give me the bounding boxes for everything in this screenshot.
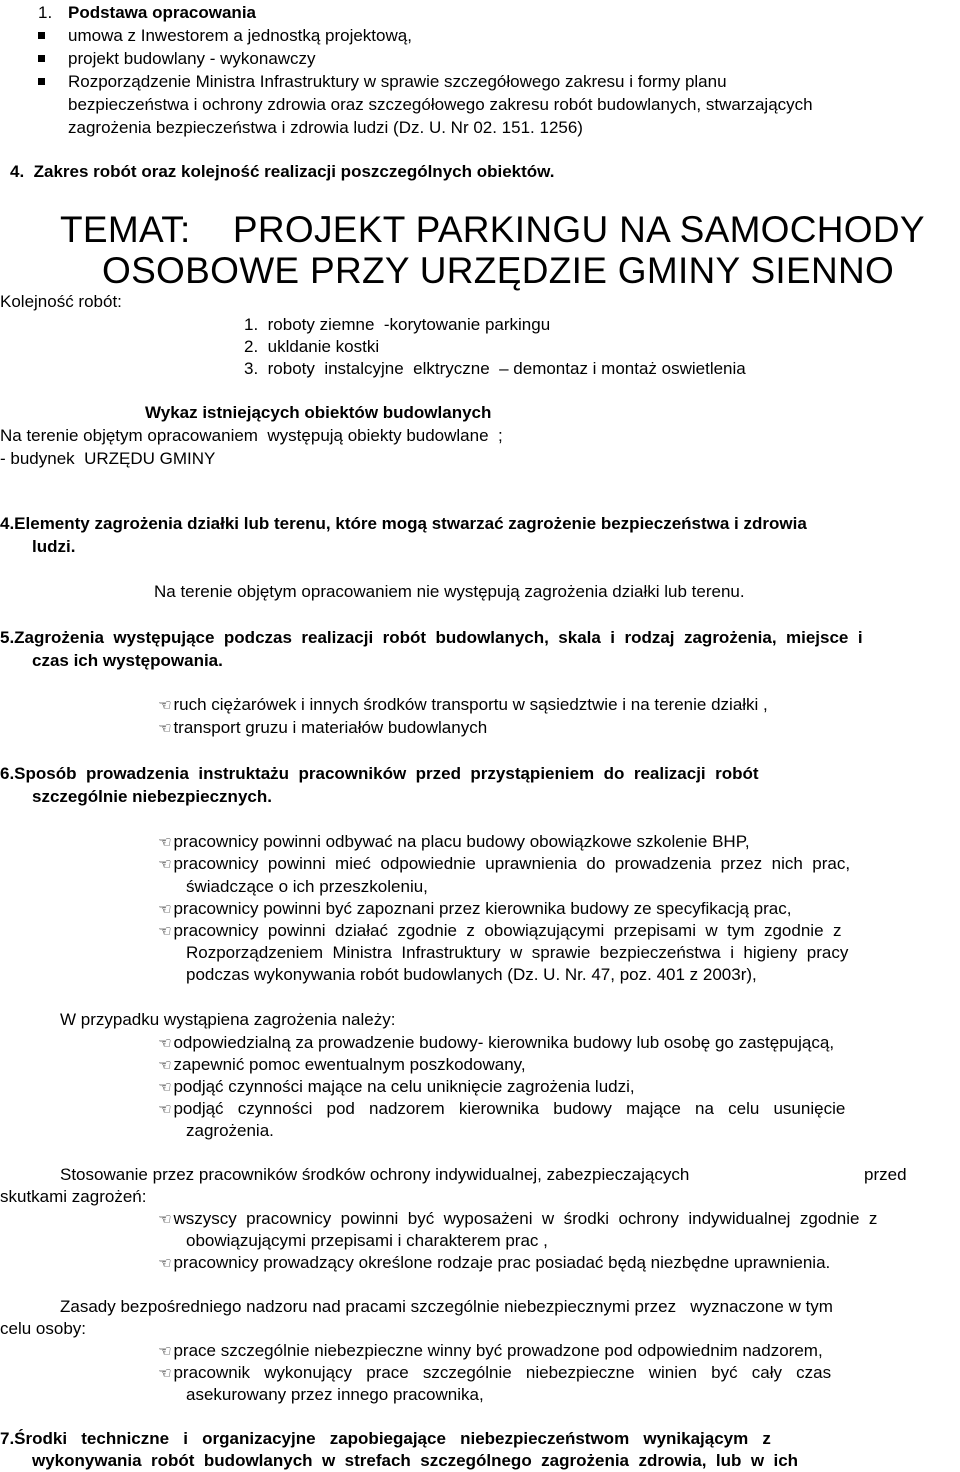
section-4-heading: 4.Elementy zagrożenia działki lub terenu, które mogą stwarzać zagrożenie bezpieczeństwa i zdrowia [0,514,807,533]
list-item-cont: obowiązującymi przepisami i charakterem prac , [186,1231,548,1250]
list-item-cont: Rozporządzeniem Ministra Infrastruktury w sprawie bezpieczeństwa i higieny pracy [186,943,849,962]
pointing-hand-icon: ☞ [158,697,172,714]
pointing-hand-icon: ☞ [158,923,172,940]
list-item: ☞ pracownicy prowadzący określone rodzaje prac posiadać będą niezbędne uprawnienia. [158,1251,830,1275]
list-item: ☞ pracownicy powinni być zapoznani przez kierownika budowy ze specyfikacją prac, [158,897,791,921]
list-item-text: projekt budowlany - wykonawczy [68,49,316,68]
bullet-square-icon [38,78,45,85]
list-item [38,47,45,70]
list-item: ☞ prace szczególnie niebezpieczne winny być prowadzone pod odpowiednim nadzorem, [158,1339,823,1363]
order-label: Kolejność robót: [0,292,122,311]
section-1-heading: Podstawa opracowania [68,3,256,22]
list-item-cont: asekurowany przez innego pracownika, [186,1385,484,1404]
supervision-intro-cont: celu osoby: [0,1319,86,1338]
section-6-heading-cont: szczególnie niebezpiecznych. [32,787,272,806]
order-item: 3. roboty instalcyjne elktryczne – demontaz i montaż oswietlenia [244,359,746,378]
project-title-line-1: TEMAT: PROJEKT PARKINGU NA SAMOCHODY [60,209,925,250]
list-item [38,24,45,47]
list-item: ☞ pracownik wykonujący prace szczególnie niebezpieczne winien być cały czas [158,1361,831,1385]
pointing-hand-icon: ☞ [158,1365,172,1382]
list-item-text: Rozporządzenie Ministra Infrastruktury w sprawie szczegółowego zakresu i formy planu [68,72,727,91]
section-4-heading-cont: ludzi. [32,537,76,556]
section-5-heading: 5.Zagrożenia występujące podczas realizacji robót budowlanych, skala i rodzaj zagrożenia, miejsce i [0,628,863,647]
list-item: ☞ pracownicy powinni mieć odpowiednie uprawnienia do prowadzenia przez nich prac, [158,852,850,876]
section-7-heading-cont: wykonywania robót budowlanych w strefach szczególnego zagrożenia zdrowia, lub w ich [32,1451,799,1470]
pointing-hand-icon: ☞ [158,1255,172,1272]
list-item: ☞ podjąć czynności mające na celu uniknięcie zagrożenia ludzi, [158,1075,635,1099]
pointing-hand-icon: ☞ [158,1343,172,1360]
list-item-text: umowa z Inwestorem a jednostką projektową, [68,26,412,45]
pointing-hand-icon: ☞ [158,1101,172,1118]
hazard-intro: W przypadku wystąpiena zagrożenia należy: [60,1010,396,1029]
existing-heading: Wykaz istniejących obiektów budowlanych [145,403,492,422]
supervision-intro: Zasady bezpośredniego nadzoru nad pracami szczególnie niebezpiecznymi przez wyznaczone w tym [60,1297,833,1316]
list-item: ☞ transport gruzu i materiałów budowlanych [158,716,487,740]
ppe-intro: Stosowanie przez pracowników środków ochrony indywidualnej, zabezpieczających [60,1165,690,1184]
pointing-hand-icon: ☞ [158,856,172,873]
section-4-scope-heading: 4. Zakres robót oraz kolejność realizacji poszczególnych obiektów. [10,162,555,181]
list-item-cont: świadczące o ich przeszkoleniu, [186,877,428,896]
list-item: ☞ podjąć czynności pod nadzorem kierownika budowy mające na celu usunięcie [158,1097,845,1121]
pointing-hand-icon: ☞ [158,1079,172,1096]
section-7-heading: 7.Środki techniczne i organizacyjne zapobiegające niebezpieczeństwom wynikającym z [0,1429,771,1448]
list-item-cont: zagrożenia. [186,1121,274,1140]
order-item: 1. roboty ziemne -korytowanie parkingu [244,315,551,334]
list-item: ☞ pracownicy powinni odbywać na placu budowy obowiązkowe szkolenie BHP, [158,830,750,854]
section-1-number: 1. [38,3,53,22]
list-item [38,70,45,93]
pointing-hand-icon: ☞ [158,720,172,737]
order-item: 2. ukldanie kostki [244,337,380,356]
list-item: ☞ odpowiedzialną za prowadzenie budowy- kierownika budowy lub osobę go zastępującą, [158,1031,834,1055]
list-item: ☞ ruch ciężarówek i innych środków transportu w sąsiedztwie i na terenie działki , [158,693,768,717]
ppe-intro-przed: przed [864,1165,907,1184]
list-item-text-cont: bezpieczeństwa i ochrony zdrowia oraz szczegółowego zakresu robót budowlanych, stwarzających [68,95,813,114]
pointing-hand-icon: ☞ [158,1057,172,1074]
list-item: ☞ wszyscy pracownicy powinni być wyposażeni w środki ochrony indywidualnej zgodnie z [158,1207,877,1231]
pointing-hand-icon: ☞ [158,1035,172,1052]
list-item-cont: podczas wykonywania robót budowlanych (Dz. U. Nr. 47, poz. 401 z 2003r), [186,965,757,984]
project-title-line-2: OSOBOWE PRZY URZĘDZIE GMINY SIENNO [102,250,895,291]
list-item: ☞ pracownicy powinni działać zgodnie z obowiązującymi przepisami w tym zgodnie z [158,919,841,943]
ppe-intro-cont: skutkami zagrożeń: [0,1187,147,1206]
section-4-text: Na terenie objętym opracowaniem nie występują zagrożenia działki lub terenu. [154,582,745,601]
list-item-text-cont: zagrożenia bezpieczeństwa i zdrowia ludzi (Dz. U. Nr 02. 151. 1256) [68,118,583,137]
list-item: ☞ zapewnić pomoc ewentualnym poszkodowany, [158,1053,526,1077]
pointing-hand-icon: ☞ [158,834,172,851]
pointing-hand-icon: ☞ [158,901,172,918]
section-5-heading-cont: czas ich występowania. [32,651,223,670]
bullet-square-icon [38,55,45,62]
section-6-heading: 6.Sposób prowadzenia instruktażu pracowników przed przystąpieniem do realizacji robót [0,764,759,783]
bullet-square-icon [38,32,45,39]
existing-text: Na terenie objętym opracowaniem występują obiekty budowlane ; [0,426,503,445]
pointing-hand-icon: ☞ [158,1211,172,1228]
existing-text: - budynek URZĘDU GMINY [0,449,216,468]
